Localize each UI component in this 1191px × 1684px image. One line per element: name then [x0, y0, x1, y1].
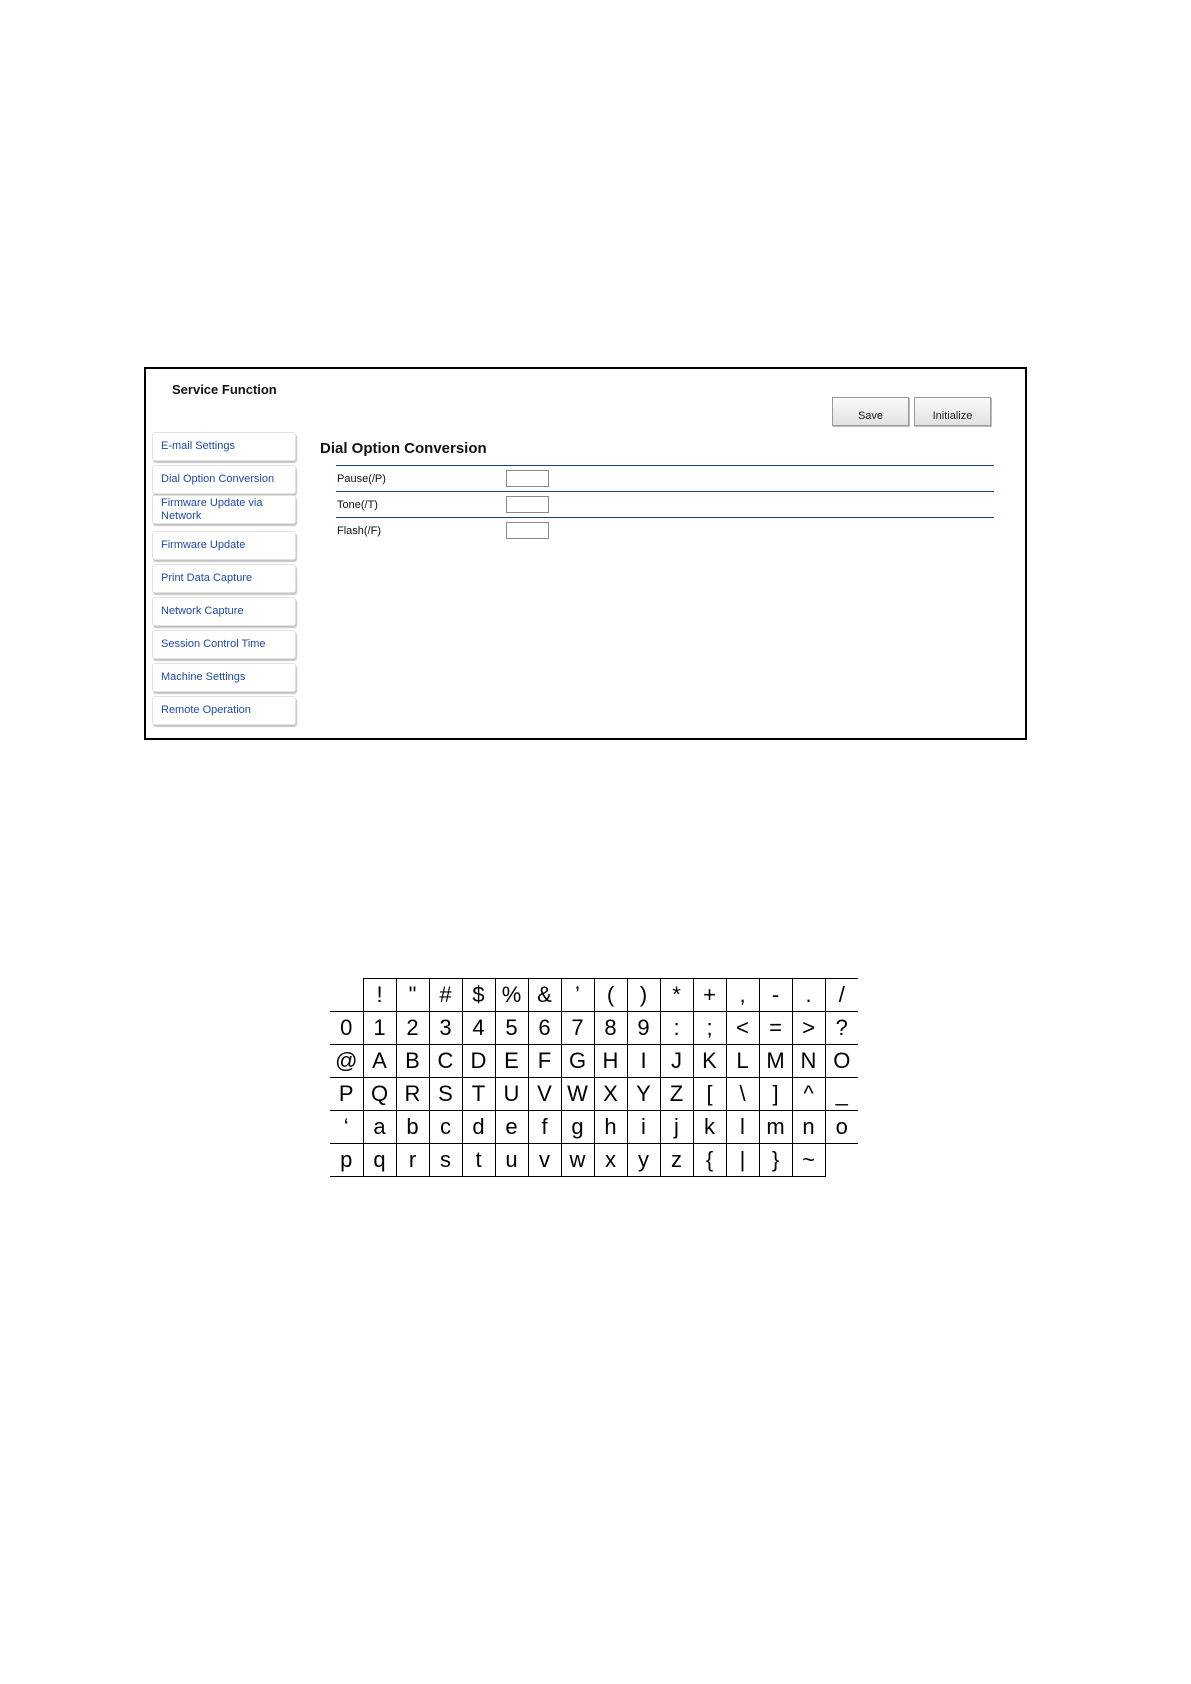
char-table-row [330, 1012, 858, 1045]
char-cell: * [660, 979, 693, 1012]
char-cell: b [396, 1111, 429, 1144]
char-cell: ) [627, 979, 660, 1012]
char-cell: f [528, 1111, 561, 1144]
char-cell: p [330, 1144, 363, 1177]
char-cell: . [792, 979, 825, 1012]
char-cell: Z [660, 1078, 693, 1111]
char-cell: ! [363, 979, 396, 1012]
char-cell: I [627, 1045, 660, 1078]
char-cell: Q [363, 1078, 396, 1111]
char-cell: r [396, 1144, 429, 1177]
char-cell: U [495, 1078, 528, 1111]
char-cell: ’ [561, 979, 594, 1012]
char-cell: j [660, 1111, 693, 1144]
char-cell: [ [693, 1078, 726, 1111]
sidebar-item-dial-option-conversion[interactable]: Dial Option Conversion [152, 465, 296, 494]
field-row-pause [336, 465, 994, 492]
sidebar-item-email-settings[interactable]: E-mail Settings [152, 432, 296, 461]
char-cell: l [726, 1111, 759, 1144]
char-cell: & [528, 979, 561, 1012]
char-cell: T [462, 1078, 495, 1111]
char-cell: k [693, 1111, 726, 1144]
char-cell: z [660, 1144, 693, 1177]
char-table-row [330, 1045, 858, 1078]
char-cell: i [627, 1111, 660, 1144]
char-cell: " [396, 979, 429, 1012]
character-table [330, 978, 858, 1177]
char-cell [825, 1144, 858, 1177]
char-cell: X [594, 1078, 627, 1111]
char-cell: q [363, 1144, 396, 1177]
char-cell: H [594, 1045, 627, 1078]
char-cell: 0 [330, 1012, 363, 1045]
char-cell: = [759, 1012, 792, 1045]
field-label: Tone(/T) [337, 499, 378, 511]
field-row-tone [336, 491, 994, 518]
char-cell [330, 979, 363, 1012]
char-cell: 6 [528, 1012, 561, 1045]
char-cell: S [429, 1078, 462, 1111]
char-cell: B [396, 1045, 429, 1078]
char-cell: ^ [792, 1078, 825, 1111]
sidebar-item-firmware-update[interactable]: Firmware Update [152, 531, 296, 560]
char-cell: Y [627, 1078, 660, 1111]
sidebar-item-session-control-time[interactable]: Session Control Time [152, 630, 296, 659]
page-title: Service Function [172, 382, 277, 397]
char-cell: L [726, 1045, 759, 1078]
char-cell: x [594, 1144, 627, 1177]
char-table-row [330, 1078, 858, 1111]
char-cell: | [726, 1144, 759, 1177]
flash-input[interactable] [506, 522, 549, 539]
char-cell: _ [825, 1078, 858, 1111]
field-label: Pause(/P) [337, 473, 386, 485]
char-cell: ; [693, 1012, 726, 1045]
char-cell: v [528, 1144, 561, 1177]
char-cell: # [429, 979, 462, 1012]
char-cell: w [561, 1144, 594, 1177]
char-cell: / [825, 979, 858, 1012]
char-cell: c [429, 1111, 462, 1144]
char-cell: - [759, 979, 792, 1012]
char-cell: > [792, 1012, 825, 1045]
char-cell: t [462, 1144, 495, 1177]
initialize-button[interactable]: Initialize [914, 397, 991, 426]
char-cell: R [396, 1078, 429, 1111]
char-cell: @ [330, 1045, 363, 1078]
char-cell: E [495, 1045, 528, 1078]
char-cell: J [660, 1045, 693, 1078]
char-cell: 2 [396, 1012, 429, 1045]
char-cell: ? [825, 1012, 858, 1045]
save-button[interactable]: Save [832, 397, 909, 426]
char-cell: 7 [561, 1012, 594, 1045]
char-cell: 8 [594, 1012, 627, 1045]
char-cell: n [792, 1111, 825, 1144]
char-cell: O [825, 1045, 858, 1078]
pause-input[interactable] [506, 470, 549, 487]
field-row-flash [336, 517, 994, 544]
char-cell: d [462, 1111, 495, 1144]
char-cell: ~ [792, 1144, 825, 1177]
char-cell: a [363, 1111, 396, 1144]
char-cell: < [726, 1012, 759, 1045]
char-cell: 3 [429, 1012, 462, 1045]
field-label: Flash(/F) [337, 525, 381, 537]
char-cell: N [792, 1045, 825, 1078]
char-cell: 9 [627, 1012, 660, 1045]
char-cell: % [495, 979, 528, 1012]
char-cell: V [528, 1078, 561, 1111]
char-cell: } [759, 1144, 792, 1177]
char-cell: A [363, 1045, 396, 1078]
char-cell: 4 [462, 1012, 495, 1045]
char-cell: P [330, 1078, 363, 1111]
char-cell: s [429, 1144, 462, 1177]
char-cell: C [429, 1045, 462, 1078]
char-cell: o [825, 1111, 858, 1144]
char-table-row [330, 979, 858, 1012]
sidebar-item-network-capture[interactable]: Network Capture [152, 597, 296, 626]
char-cell: y [627, 1144, 660, 1177]
char-cell: K [693, 1045, 726, 1078]
tone-input[interactable] [506, 496, 549, 513]
char-cell: g [561, 1111, 594, 1144]
char-cell: M [759, 1045, 792, 1078]
char-cell: 1 [363, 1012, 396, 1045]
char-cell: ‘ [330, 1111, 363, 1144]
char-table-row [330, 1144, 858, 1177]
char-cell: D [462, 1045, 495, 1078]
char-cell: $ [462, 979, 495, 1012]
char-cell: ( [594, 979, 627, 1012]
service-function-window [144, 367, 1027, 740]
char-cell: G [561, 1045, 594, 1078]
sidebar-item-print-data-capture[interactable]: Print Data Capture [152, 564, 296, 593]
char-cell: + [693, 979, 726, 1012]
char-table-row [330, 1111, 858, 1144]
char-cell: ] [759, 1078, 792, 1111]
char-cell: : [660, 1012, 693, 1045]
char-cell: { [693, 1144, 726, 1177]
char-cell: , [726, 979, 759, 1012]
sidebar-item-firmware-update-via-network[interactable]: Firmware Update via Network [152, 495, 296, 524]
char-cell: m [759, 1111, 792, 1144]
char-cell: W [561, 1078, 594, 1111]
section-title: Dial Option Conversion [320, 440, 487, 457]
char-cell: \ [726, 1078, 759, 1111]
char-cell: e [495, 1111, 528, 1144]
char-cell: F [528, 1045, 561, 1078]
sidebar-item-remote-operation[interactable]: Remote Operation [152, 696, 296, 725]
sidebar-item-machine-settings[interactable]: Machine Settings [152, 663, 296, 692]
char-cell: h [594, 1111, 627, 1144]
char-cell: u [495, 1144, 528, 1177]
char-cell: 5 [495, 1012, 528, 1045]
